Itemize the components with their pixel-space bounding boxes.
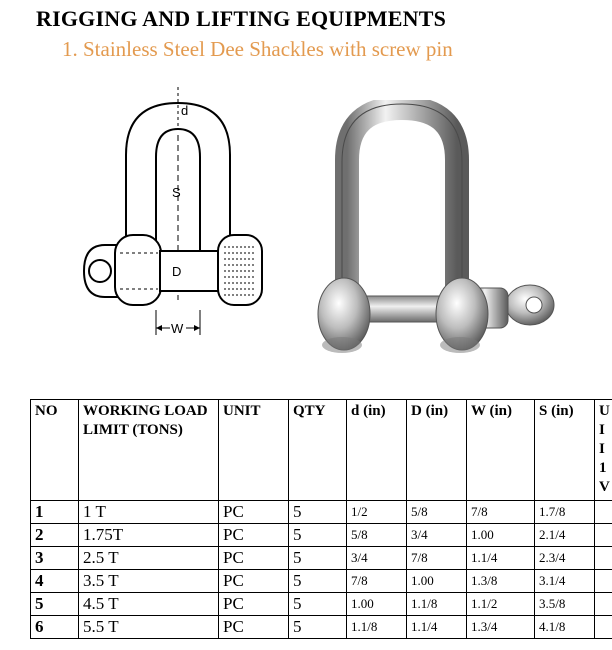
header-qty: QTY xyxy=(289,400,347,501)
cell-W: 1.3/8 xyxy=(467,570,535,593)
table-row xyxy=(31,501,612,524)
cell-working-load: 2.5 T xyxy=(79,547,219,570)
photo-bow xyxy=(347,108,457,300)
cell-D: 1.1/4 xyxy=(407,616,467,639)
header-cut-line: I xyxy=(599,422,605,438)
document-subtitle: 1. Stainless Steel Dee Shackles with screw pin xyxy=(62,37,453,61)
header-W: W (in) xyxy=(467,400,535,501)
cell-D: 7/8 xyxy=(407,547,467,570)
table-row xyxy=(31,593,612,616)
header-S: S (in) xyxy=(535,400,595,501)
header-unit: UNIT xyxy=(219,400,289,501)
cell-W: 1.1/4 xyxy=(467,547,535,570)
shackle-diagram xyxy=(70,85,270,350)
cell-d: 1.1/8 xyxy=(347,616,407,639)
cell-D: 5/8 xyxy=(407,501,467,524)
cell-no: 2 xyxy=(31,524,79,547)
cell-d: 3/4 xyxy=(347,547,407,570)
cell-working-load: 4.5 T xyxy=(79,593,219,616)
cell-d: 5/8 xyxy=(347,524,407,547)
photo-eye-hole xyxy=(526,297,542,313)
cell-d: 1/2 xyxy=(347,501,407,524)
cell-working-load: 1.75T xyxy=(79,524,219,547)
cell-W: 1.3/4 xyxy=(467,616,535,639)
cell-qty: 5 xyxy=(289,501,347,524)
header-cut-line: V xyxy=(599,479,610,495)
cell-W: 7/8 xyxy=(467,501,535,524)
cell-unit: PC xyxy=(219,593,289,616)
cell-W: 1.1/2 xyxy=(467,593,535,616)
shackle-pin xyxy=(160,251,222,291)
pin-boss-left xyxy=(115,235,161,305)
cell-qty: 5 xyxy=(289,593,347,616)
cell-qty: 5 xyxy=(289,524,347,547)
cell-working-load: 1 T xyxy=(79,501,219,524)
cell-working-load: 3.5 T xyxy=(79,570,219,593)
table-header-row xyxy=(31,400,612,501)
cell-cut-off xyxy=(595,570,612,593)
cell-cut-off xyxy=(595,616,612,639)
cell-S: 3.1/4 xyxy=(535,570,595,593)
cell-qty: 5 xyxy=(289,570,347,593)
cell-cut-off xyxy=(595,524,612,547)
header-D: D (in) xyxy=(407,400,467,501)
cell-d: 1.00 xyxy=(347,593,407,616)
cell-unit: PC xyxy=(219,547,289,570)
cell-working-load: 5.5 T xyxy=(79,616,219,639)
cell-unit: PC xyxy=(219,524,289,547)
cell-S: 2.3/4 xyxy=(535,547,595,570)
cell-no: 3 xyxy=(31,547,79,570)
header-cut-line: U xyxy=(599,403,610,419)
table-row xyxy=(31,524,612,547)
cell-no: 5 xyxy=(31,593,79,616)
cell-S: 2.1/4 xyxy=(535,524,595,547)
cell-S: 3.5/8 xyxy=(535,593,595,616)
cell-qty: 5 xyxy=(289,547,347,570)
header-d: d (in) xyxy=(347,400,407,501)
cell-D: 1.00 xyxy=(407,570,467,593)
cell-d: 7/8 xyxy=(347,570,407,593)
cell-D: 3/4 xyxy=(407,524,467,547)
document-title: RIGGING AND LIFTING EQUIPMENTS xyxy=(36,6,447,31)
cell-unit: PC xyxy=(219,570,289,593)
shackle-photo xyxy=(312,100,562,362)
cell-no: 6 xyxy=(31,616,79,639)
cell-unit: PC xyxy=(219,501,289,524)
dim-label-D: D xyxy=(172,264,182,279)
cell-cut-off xyxy=(595,593,612,616)
table-row xyxy=(31,547,612,570)
table-row xyxy=(31,570,612,593)
cell-S: 1.7/8 xyxy=(535,501,595,524)
cell-cut-off xyxy=(595,501,612,524)
cell-cut-off xyxy=(595,547,612,570)
table-row xyxy=(31,616,612,639)
cell-D: 1.1/8 xyxy=(407,593,467,616)
eye-hole xyxy=(89,260,111,282)
dim-label-d: d xyxy=(181,103,189,118)
dim-label-S: S xyxy=(172,185,181,200)
cell-W: 1.00 xyxy=(467,524,535,547)
header-cut-line: 1 xyxy=(599,460,607,476)
header-cut-line: I xyxy=(599,441,605,457)
cell-unit: PC xyxy=(219,616,289,639)
header-no: NO xyxy=(31,400,79,501)
cell-S: 4.1/8 xyxy=(535,616,595,639)
cell-no: 1 xyxy=(31,501,79,524)
spec-table xyxy=(30,399,612,639)
header-working-load-limit: WORKING LOAD LIMIT (TONS) xyxy=(79,400,219,501)
dim-label-W: W xyxy=(171,321,184,336)
cell-no: 4 xyxy=(31,570,79,593)
cell-qty: 5 xyxy=(289,616,347,639)
header-cut-off xyxy=(595,400,612,501)
